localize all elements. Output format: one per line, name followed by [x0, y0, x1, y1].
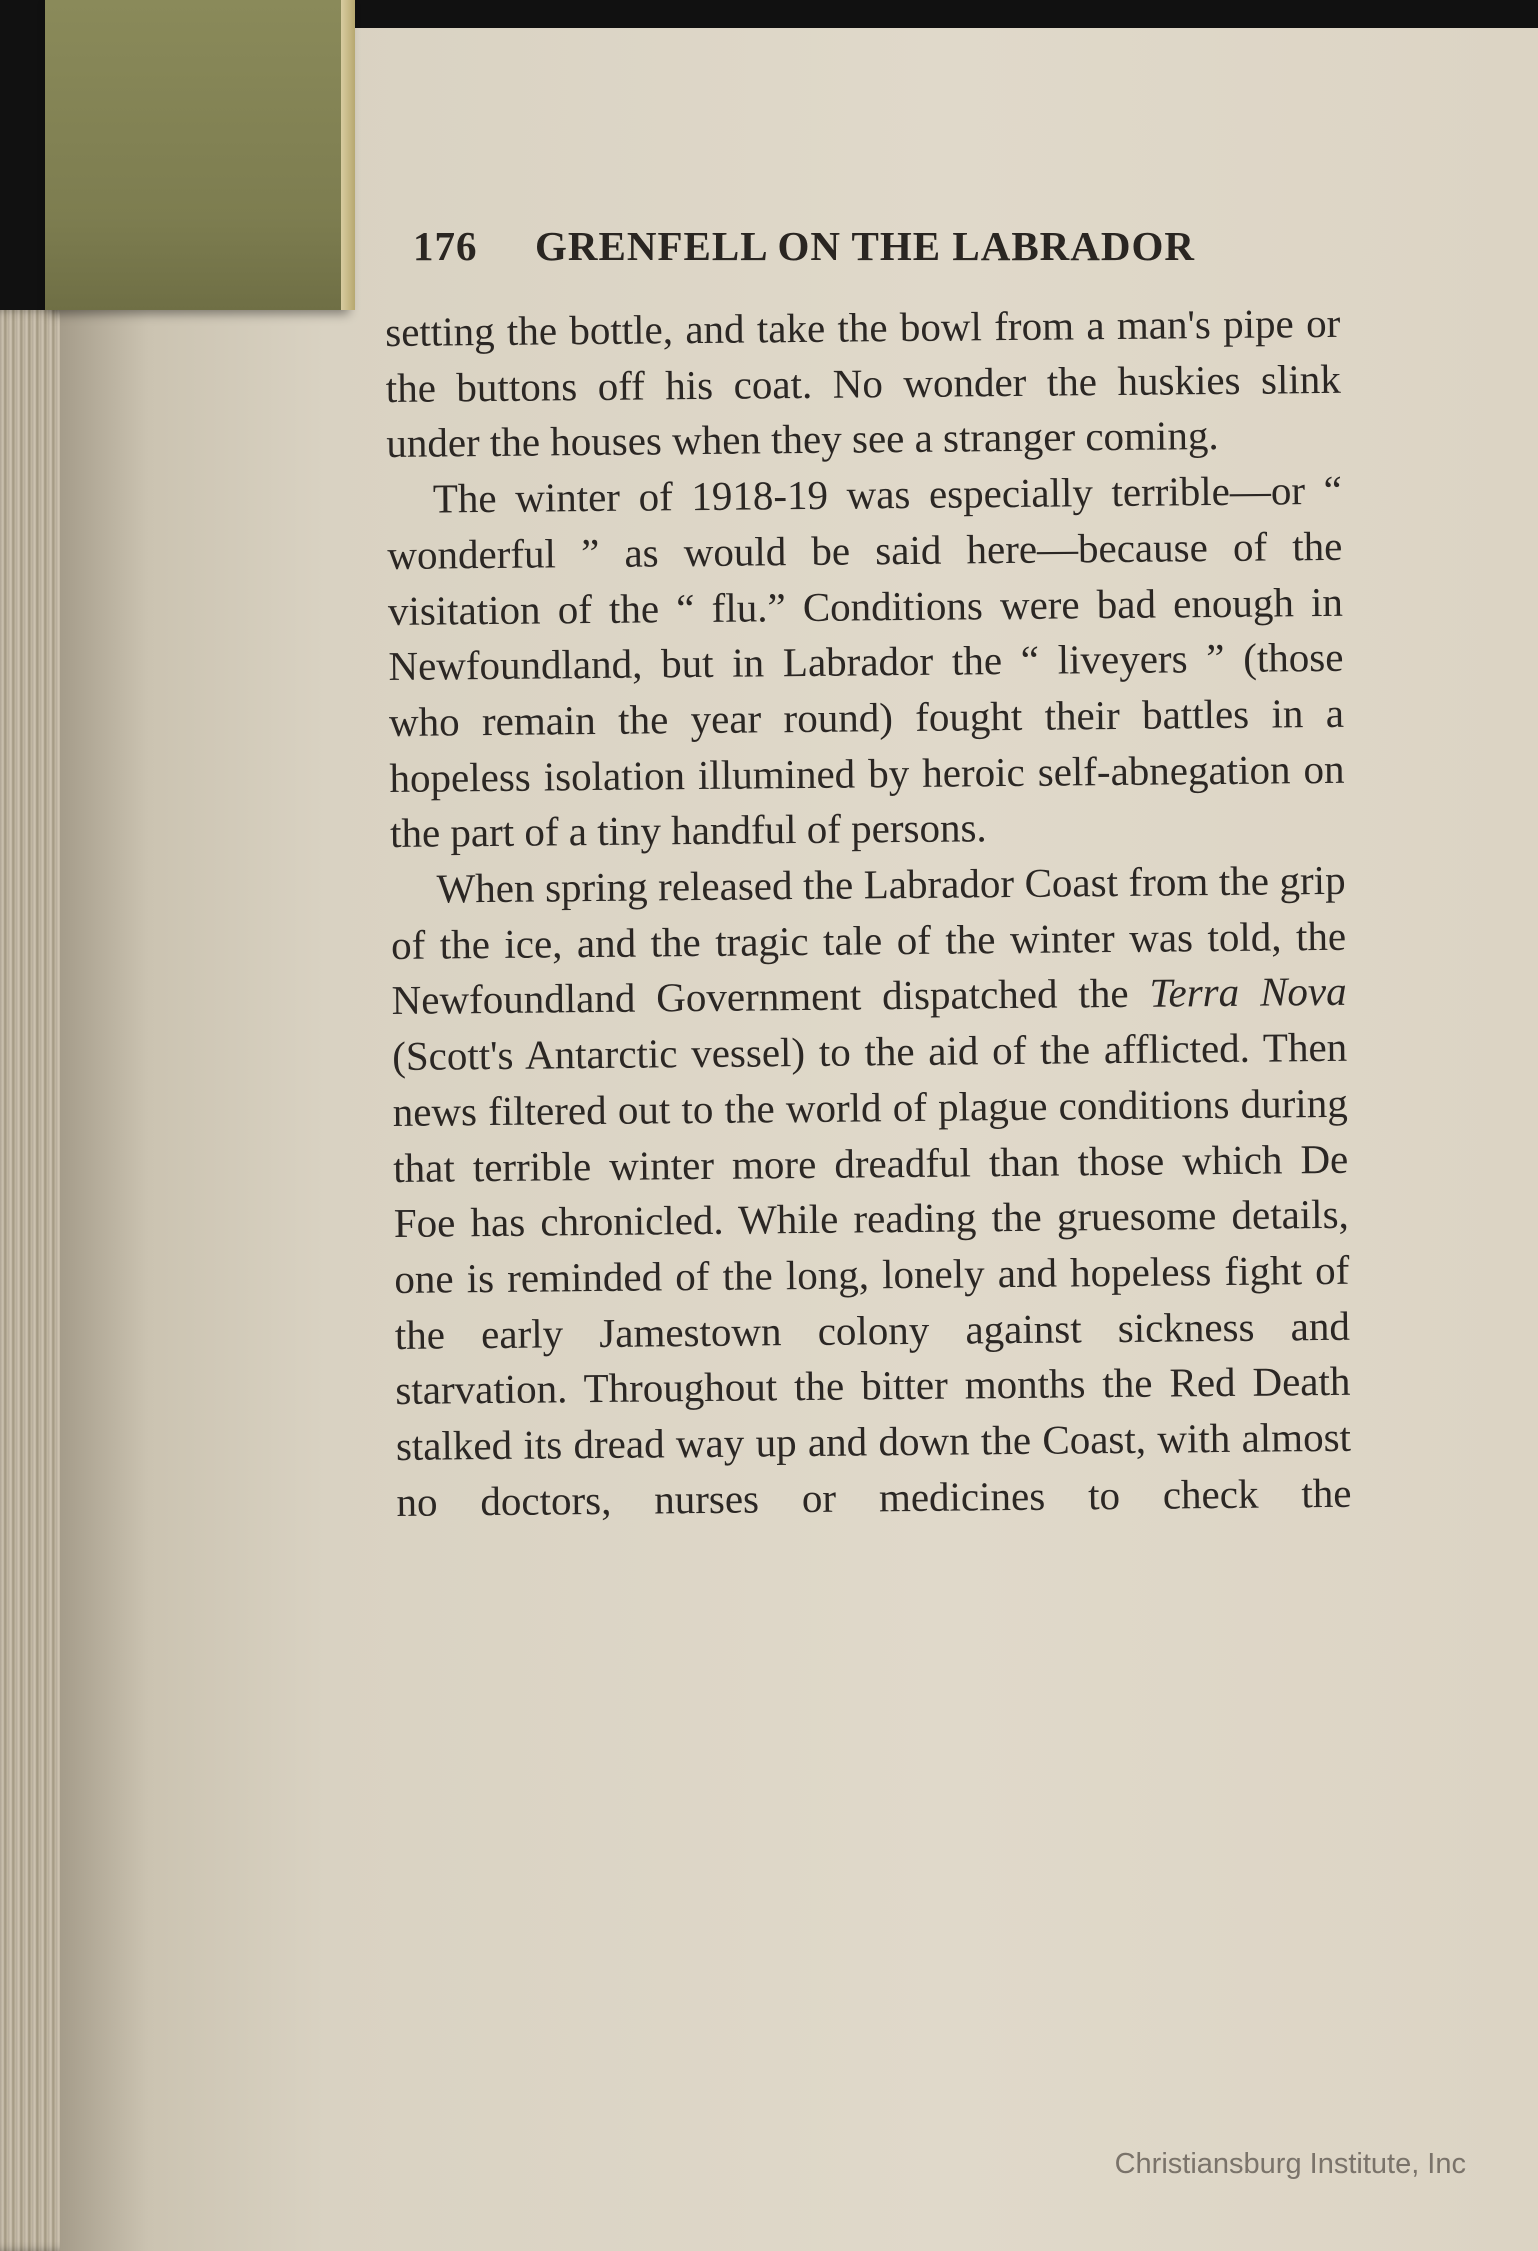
- running-header: [413, 222, 1318, 270]
- paragraph-2: The winter of 1918-19 was especially terrible—or “ wonderful ” as would be said here—because of the visitation of the “ flu.” Conditions were bad enough in Newfoundland, but in Labrador the “ liveyers ” (those who remain the year round) fought their battles in a hopeless isolation illumined by heroic self-abnegation on the part of a tiny handful of persons.: [387, 466, 1345, 857]
- paragraph-3-continuation: (Scott's Antarctic vessel) to the aid of the afflicted. Then news filtered out to the world of plague conditions during that terrible winter more dreadful than those which De Foe has chronicled. While reading the gruesome details, one is reminded of the long, lonely and hopeless fight of the early Jamestown colony against sickness and starvation. Throughout the bitter months the Red Death stalked its dread way up and down the Coast, with almost no doctors, nurses or medicines to check the: [391, 1023, 1352, 1525]
- paragraph-3-text: When spring released the Labrador Coast from the grip of the ice, and the tragic tale of the winter was told, the Newfoundland Government dispatched the: [390, 856, 1347, 1024]
- bookmark-tab: [45, 0, 345, 310]
- ship-name: Terra Nova: [1149, 968, 1347, 1017]
- paragraph-1: setting the bottle, and take the bowl from a man's pipe or the buttons off his coat. No wonder the huskies slink under the houses when they see a stranger coming.: [385, 299, 1341, 467]
- watermark: Christiansburg Institute, Inc: [1114, 2148, 1466, 2180]
- page-number: 176: [413, 223, 478, 269]
- paragraph-3: [390, 853, 1351, 1531]
- running-title: GRENFELL ON THE LABRADOR: [535, 223, 1196, 269]
- body-text: [385, 296, 1352, 1531]
